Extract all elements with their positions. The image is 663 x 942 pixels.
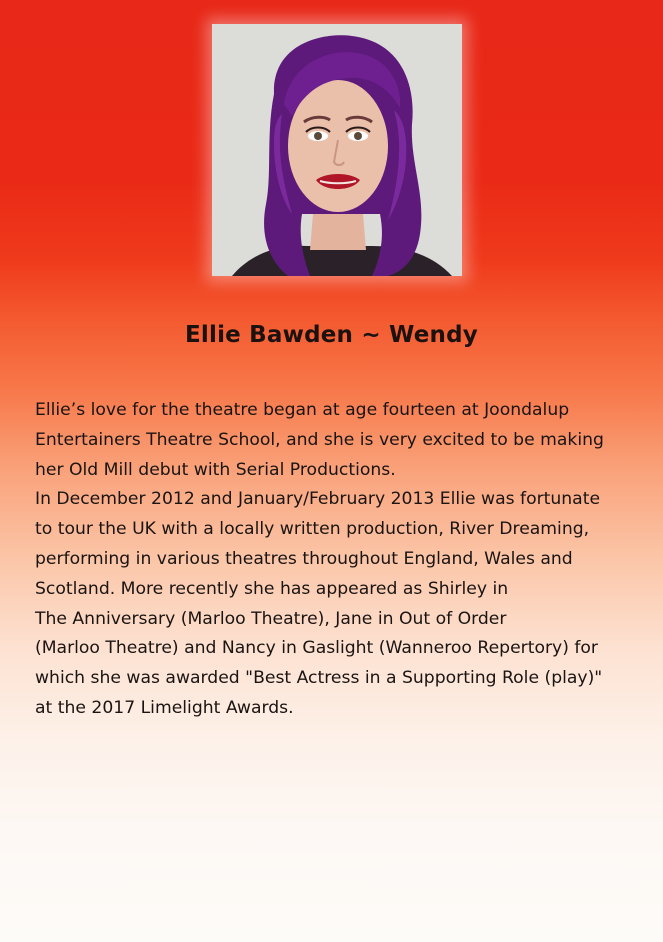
bio-line: The Anniversary (Marloo Theatre), Jane in Out of Order (35, 608, 507, 629)
bio-line: to tour the UK with a locally written production, River Dreaming, (35, 519, 590, 540)
bio-line: her Old Mill debut with Serial Productions. (35, 459, 396, 480)
bio-line: at the 2017 Limelight Awards. (35, 697, 294, 718)
bio-line: In December 2012 and January/February 2013 Ellie was fortunate (35, 489, 601, 510)
portrait-photo (212, 24, 462, 276)
bio-line: (Marloo Theatre) and Nancy in Gaslight (Wanneroo Repertory) for (35, 638, 598, 659)
portrait-illustration (212, 24, 462, 276)
bio-line: Entertainers Theatre School, and she is very excited to be making (35, 429, 604, 450)
bio-text (35, 396, 655, 724)
bio-line: which she was awarded "Best Actress in a Supporting Role (play)" (35, 668, 603, 689)
page-title: Ellie Bawden ~ Wendy (185, 322, 478, 348)
bio-line: Scotland. More recently she has appeared as Shirley in (35, 578, 509, 599)
bio-line: Ellie’s love for the theatre began at age fourteen at Joondalup (35, 400, 570, 420)
bio-line: performing in various theatres throughout England, Wales and (35, 548, 573, 569)
